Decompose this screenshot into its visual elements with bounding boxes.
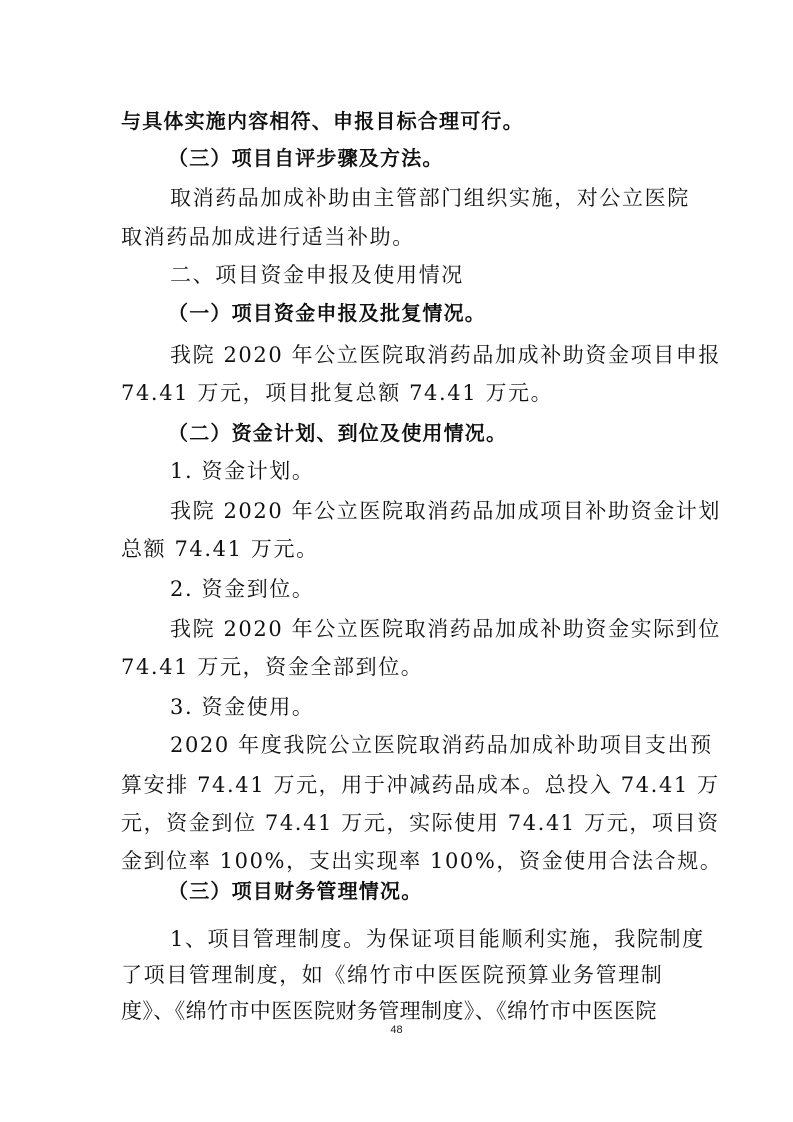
body-line-12: 总额 74.41 万元。 xyxy=(121,537,319,561)
body-line-4: 取消药品加成进行适当补助。 xyxy=(121,225,415,249)
section-heading-3-finance: （三）项目财务管理情况。 xyxy=(168,879,423,903)
body-line-3: 取消药品加成补助由主管部门组织实施，对公立医院 xyxy=(170,186,690,210)
subheading-3: 3. 资金使用。 xyxy=(170,695,315,719)
body-line-19: 元，资金到位 74.41 万元，实际使用 74.41 万元，项目资 xyxy=(121,811,720,835)
section-heading-3: （三）项目自评步骤及方法。 xyxy=(168,146,444,170)
body-line-7: 我院 2020 年公立医院取消药品加成补助资金项目申报 xyxy=(170,343,721,367)
body-line-18: 算安排 74.41 万元，用于冲减药品成本。总投入 74.41 万 xyxy=(121,773,720,797)
body-line-20: 金到位率 100%，支出实现率 100%，资金使用合法合规。 xyxy=(121,849,723,873)
subheading-1: 1. 资金计划。 xyxy=(170,459,315,483)
section-heading-2: （二）资金计划、到位及使用情况。 xyxy=(168,421,508,445)
body-line-14: 我院 2020 年公立医院取消药品加成补助资金实际到位 xyxy=(170,617,721,641)
body-line-24: 度》、《绵竹市中医医院财务管理制度》、《绵竹市中医医院 xyxy=(121,999,657,1023)
chapter-heading-2: 二、项目资金申报及使用情况 xyxy=(170,263,464,287)
body-line-17: 2020 年度我院公立医院取消药品加成补助项目支出预 xyxy=(170,733,713,757)
body-line-8: 74.41 万元，项目批复总额 74.41 万元。 xyxy=(121,381,554,405)
body-line-22: 1、项目管理制度。为保证项目能顺利实施，我院制度 xyxy=(170,927,705,951)
subheading-2: 2. 资金到位。 xyxy=(170,577,315,601)
page-number: 48 xyxy=(390,1024,403,1036)
body-line-23: 了项目管理制度，如《绵竹市中医医院预算业务管理制 xyxy=(121,963,664,987)
body-line-15: 74.41 万元，资金全部到位。 xyxy=(121,655,424,679)
section-heading-1: （一）项目资金申报及批复情况。 xyxy=(168,301,486,325)
body-line-1: 与具体实施内容相符、申报目标合理可行。 xyxy=(121,109,524,133)
body-line-11: 我院 2020 年公立医院取消药品加成项目补助资金计划 xyxy=(170,499,721,523)
